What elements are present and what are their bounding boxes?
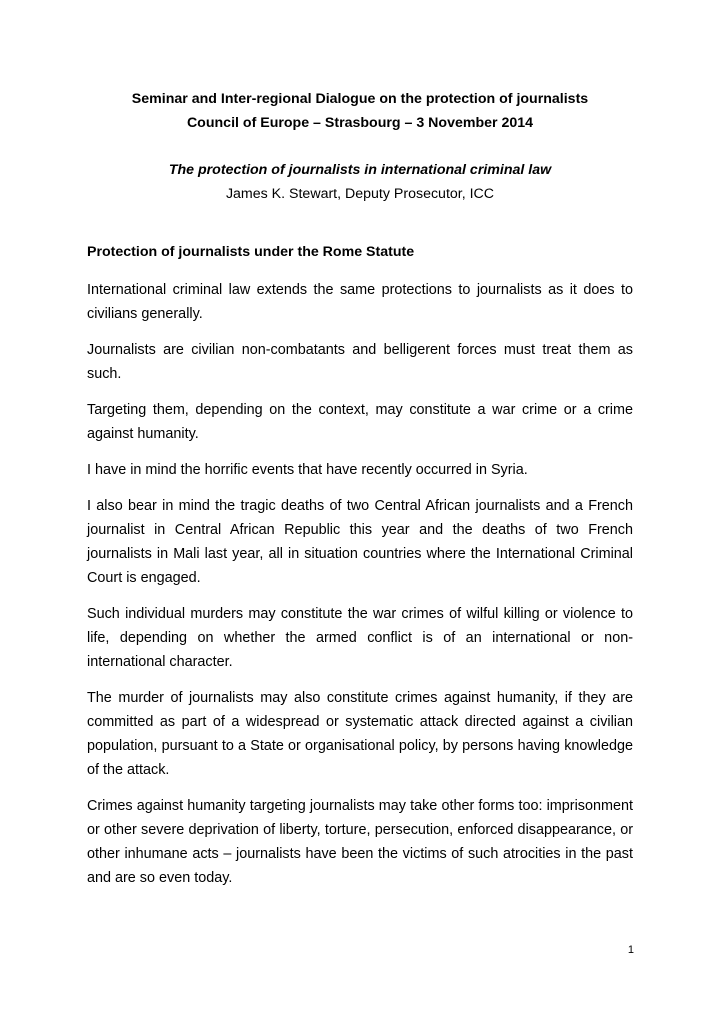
paragraph: I also bear in mind the tragic deaths of two Central African journalists and a French journalist in Central African Republic this year and the deaths of two French journalists in Mali last year, all in situation countries where the International Criminal Court is engaged. (87, 498, 633, 586)
speaker-name: James K. Stewart, Deputy Prosecutor, ICC (225, 186, 495, 202)
seminar-title: Seminar and Inter-regional Dialogue on the protection of journalists (131, 91, 589, 107)
paragraph: Such individual murders may constitute the war crimes of wilful killing or violence to life, depending on whether the armed conflict is of an international or non-international character. (87, 606, 633, 670)
paragraph: Crimes against humanity targeting journalists may take other forms too: imprisonment or other severe deprivation of liberty, torture, persecution, enforced disappearance, or other inhumane acts – journalists have been the victims of such atrocities in the past and are so even today. (87, 798, 633, 886)
body-text (87, 278, 633, 902)
paragraph: Targeting them, depending on the context, may constitute a war crime or a crime against humanity. (87, 402, 633, 442)
paragraph: International criminal law extends the same protections to journalists as it does to civilians generally. (87, 282, 633, 322)
speech-title: The protection of journalists in international criminal law (168, 162, 552, 178)
paragraph: Journalists are civilian non-combatants and belligerent forces must treat them as such. (87, 342, 633, 382)
paragraph: I have in mind the horrific events that have recently occurred in Syria. (87, 462, 528, 478)
event-location-date: Council of Europe – Strasbourg – 3 November 2014 (186, 115, 534, 131)
section-heading: Protection of journalists under the Rome Statute (87, 244, 415, 260)
page-number: 1 (627, 944, 634, 956)
paragraph: The murder of journalists may also constitute crimes against humanity, if they are committed as part of a widespread or systematic attack directed against a civilian population, pursuant to a State or organisational policy, by persons having knowledge of the attack. (87, 690, 633, 778)
